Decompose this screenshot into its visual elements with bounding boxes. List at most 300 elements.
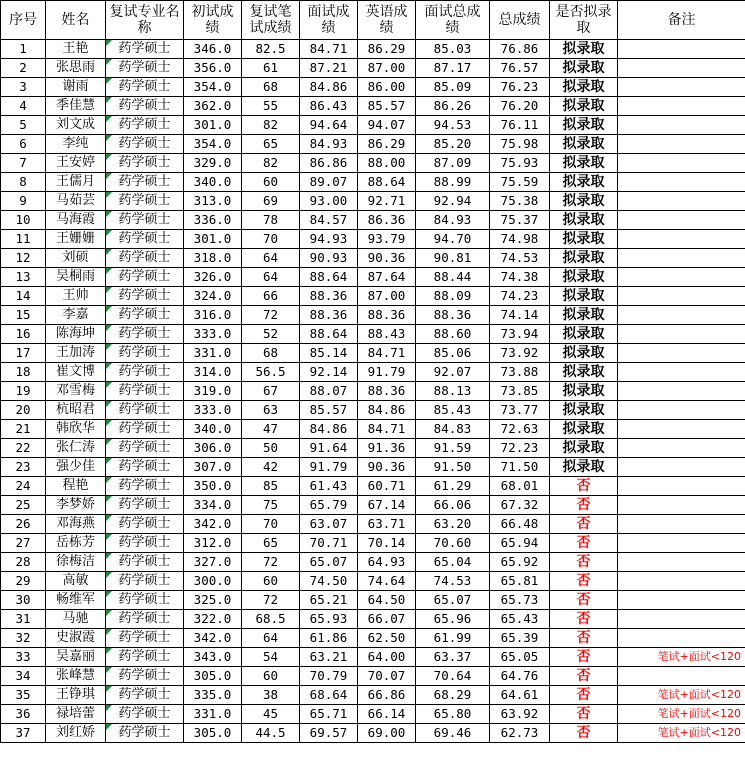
- initial-score-cell[interactable]: 340.0: [184, 420, 242, 439]
- remarks-cell[interactable]: [618, 363, 745, 382]
- total-score-cell[interactable]: 71.50: [490, 458, 550, 477]
- english-score-cell[interactable]: 88.36: [358, 306, 416, 325]
- total-score-cell[interactable]: 65.39: [490, 629, 550, 648]
- remarks-cell[interactable]: [618, 173, 745, 192]
- major-cell[interactable]: 药学硕士: [106, 306, 184, 325]
- remarks-cell[interactable]: [618, 629, 745, 648]
- interview-total-cell[interactable]: 61.99: [416, 629, 490, 648]
- interview-total-cell[interactable]: 85.43: [416, 401, 490, 420]
- interview-total-cell[interactable]: 91.59: [416, 439, 490, 458]
- remarks-cell[interactable]: [618, 135, 745, 154]
- interview-total-cell[interactable]: 85.03: [416, 40, 490, 59]
- major-cell[interactable]: 药学硕士: [106, 382, 184, 401]
- major-cell[interactable]: 药学硕士: [106, 363, 184, 382]
- admission-status-cell[interactable]: 拟录取: [550, 192, 618, 211]
- admission-status-cell[interactable]: 拟录取: [550, 268, 618, 287]
- interview-score-cell[interactable]: 84.86: [300, 420, 358, 439]
- admission-status-cell[interactable]: 拟录取: [550, 325, 618, 344]
- major-cell[interactable]: 药学硕士: [106, 591, 184, 610]
- total-score-cell[interactable]: 73.85: [490, 382, 550, 401]
- major-cell[interactable]: 药学硕士: [106, 705, 184, 724]
- remarks-cell[interactable]: [618, 40, 745, 59]
- interview-total-cell[interactable]: 94.53: [416, 116, 490, 135]
- written-score-cell[interactable]: 65: [242, 534, 300, 553]
- interview-total-cell[interactable]: 69.46: [416, 724, 490, 743]
- english-score-cell[interactable]: 70.07: [358, 667, 416, 686]
- serial-cell[interactable]: 15: [1, 306, 46, 325]
- serial-cell[interactable]: 3: [1, 78, 46, 97]
- remarks-cell[interactable]: [618, 249, 745, 268]
- total-score-cell[interactable]: 65.94: [490, 534, 550, 553]
- serial-cell[interactable]: 9: [1, 192, 46, 211]
- name-cell[interactable]: 张峰慧: [46, 667, 106, 686]
- name-cell[interactable]: 王姗姗: [46, 230, 106, 249]
- interview-score-cell[interactable]: 69.57: [300, 724, 358, 743]
- major-cell[interactable]: 药学硕士: [106, 458, 184, 477]
- serial-cell[interactable]: 26: [1, 515, 46, 534]
- major-cell[interactable]: 药学硕士: [106, 477, 184, 496]
- interview-score-cell[interactable]: 84.71: [300, 40, 358, 59]
- serial-cell[interactable]: 37: [1, 724, 46, 743]
- interview-score-cell[interactable]: 88.36: [300, 287, 358, 306]
- initial-score-cell[interactable]: 336.0: [184, 211, 242, 230]
- serial-cell[interactable]: 2: [1, 59, 46, 78]
- remarks-cell[interactable]: [618, 192, 745, 211]
- name-cell[interactable]: 马驰: [46, 610, 106, 629]
- english-score-cell[interactable]: 87.00: [358, 287, 416, 306]
- major-cell[interactable]: 药学硕士: [106, 534, 184, 553]
- serial-cell[interactable]: 1: [1, 40, 46, 59]
- serial-cell[interactable]: 19: [1, 382, 46, 401]
- remarks-cell[interactable]: 笔试+面试<120: [618, 648, 745, 667]
- remarks-cell[interactable]: [618, 59, 745, 78]
- english-score-cell[interactable]: 84.86: [358, 401, 416, 420]
- name-cell[interactable]: 马海霞: [46, 211, 106, 230]
- written-score-cell[interactable]: 70: [242, 515, 300, 534]
- header-cell-admission-status[interactable]: 是否拟录取: [550, 1, 618, 40]
- major-cell[interactable]: 药学硕士: [106, 439, 184, 458]
- written-score-cell[interactable]: 52: [242, 325, 300, 344]
- remarks-cell[interactable]: [618, 515, 745, 534]
- name-cell[interactable]: 王安婷: [46, 154, 106, 173]
- english-score-cell[interactable]: 88.64: [358, 173, 416, 192]
- serial-cell[interactable]: 11: [1, 230, 46, 249]
- admission-status-cell[interactable]: 拟录取: [550, 78, 618, 97]
- initial-score-cell[interactable]: 342.0: [184, 629, 242, 648]
- written-score-cell[interactable]: 60: [242, 572, 300, 591]
- name-cell[interactable]: 韩欣华: [46, 420, 106, 439]
- major-cell[interactable]: 药学硕士: [106, 667, 184, 686]
- remarks-cell[interactable]: [618, 572, 745, 591]
- remarks-cell[interactable]: 笔试+面试<120: [618, 724, 745, 743]
- english-score-cell[interactable]: 91.79: [358, 363, 416, 382]
- name-cell[interactable]: 王加涛: [46, 344, 106, 363]
- initial-score-cell[interactable]: 318.0: [184, 249, 242, 268]
- admission-status-cell[interactable]: 拟录取: [550, 230, 618, 249]
- serial-cell[interactable]: 4: [1, 97, 46, 116]
- interview-total-cell[interactable]: 88.60: [416, 325, 490, 344]
- name-cell[interactable]: 程艳: [46, 477, 106, 496]
- interview-score-cell[interactable]: 89.07: [300, 173, 358, 192]
- name-cell[interactable]: 吴桐雨: [46, 268, 106, 287]
- interview-total-cell[interactable]: 92.07: [416, 363, 490, 382]
- english-score-cell[interactable]: 85.57: [358, 97, 416, 116]
- name-cell[interactable]: 刘红娇: [46, 724, 106, 743]
- english-score-cell[interactable]: 66.07: [358, 610, 416, 629]
- interview-score-cell[interactable]: 88.07: [300, 382, 358, 401]
- interview-score-cell[interactable]: 92.14: [300, 363, 358, 382]
- name-cell[interactable]: 李嘉: [46, 306, 106, 325]
- admission-status-cell[interactable]: 否: [550, 686, 618, 705]
- name-cell[interactable]: 季佳慧: [46, 97, 106, 116]
- serial-cell[interactable]: 33: [1, 648, 46, 667]
- interview-score-cell[interactable]: 65.07: [300, 553, 358, 572]
- written-score-cell[interactable]: 38: [242, 686, 300, 705]
- interview-total-cell[interactable]: 88.99: [416, 173, 490, 192]
- name-cell[interactable]: 刘硕: [46, 249, 106, 268]
- serial-cell[interactable]: 34: [1, 667, 46, 686]
- remarks-cell[interactable]: [618, 382, 745, 401]
- english-score-cell[interactable]: 69.00: [358, 724, 416, 743]
- major-cell[interactable]: 药学硕士: [106, 154, 184, 173]
- total-score-cell[interactable]: 76.57: [490, 59, 550, 78]
- serial-cell[interactable]: 5: [1, 116, 46, 135]
- interview-score-cell[interactable]: 63.21: [300, 648, 358, 667]
- english-score-cell[interactable]: 88.00: [358, 154, 416, 173]
- name-cell[interactable]: 马茹芸: [46, 192, 106, 211]
- admission-status-cell[interactable]: 否: [550, 572, 618, 591]
- total-score-cell[interactable]: 73.94: [490, 325, 550, 344]
- written-score-cell[interactable]: 68: [242, 344, 300, 363]
- interview-score-cell[interactable]: 91.64: [300, 439, 358, 458]
- english-score-cell[interactable]: 86.00: [358, 78, 416, 97]
- serial-cell[interactable]: 23: [1, 458, 46, 477]
- interview-total-cell[interactable]: 65.80: [416, 705, 490, 724]
- written-score-cell[interactable]: 55: [242, 97, 300, 116]
- interview-score-cell[interactable]: 74.50: [300, 572, 358, 591]
- remarks-cell[interactable]: [618, 325, 745, 344]
- english-score-cell[interactable]: 88.43: [358, 325, 416, 344]
- interview-total-cell[interactable]: 90.81: [416, 249, 490, 268]
- name-cell[interactable]: 王艳: [46, 40, 106, 59]
- total-score-cell[interactable]: 72.63: [490, 420, 550, 439]
- english-score-cell[interactable]: 86.29: [358, 40, 416, 59]
- initial-score-cell[interactable]: 324.0: [184, 287, 242, 306]
- total-score-cell[interactable]: 74.98: [490, 230, 550, 249]
- written-score-cell[interactable]: 66: [242, 287, 300, 306]
- initial-score-cell[interactable]: 301.0: [184, 116, 242, 135]
- serial-cell[interactable]: 13: [1, 268, 46, 287]
- interview-total-cell[interactable]: 84.83: [416, 420, 490, 439]
- admission-status-cell[interactable]: 拟录取: [550, 363, 618, 382]
- written-score-cell[interactable]: 63: [242, 401, 300, 420]
- interview-score-cell[interactable]: 88.36: [300, 306, 358, 325]
- admission-status-cell[interactable]: 拟录取: [550, 173, 618, 192]
- admission-status-cell[interactable]: 拟录取: [550, 344, 618, 363]
- total-score-cell[interactable]: 65.81: [490, 572, 550, 591]
- remarks-cell[interactable]: [618, 496, 745, 515]
- written-score-cell[interactable]: 78: [242, 211, 300, 230]
- initial-score-cell[interactable]: 326.0: [184, 268, 242, 287]
- english-score-cell[interactable]: 90.36: [358, 458, 416, 477]
- major-cell[interactable]: 药学硕士: [106, 211, 184, 230]
- initial-score-cell[interactable]: 346.0: [184, 40, 242, 59]
- admission-status-cell[interactable]: 否: [550, 591, 618, 610]
- total-score-cell[interactable]: 72.23: [490, 439, 550, 458]
- major-cell[interactable]: 药学硕士: [106, 97, 184, 116]
- total-score-cell[interactable]: 67.32: [490, 496, 550, 515]
- name-cell[interactable]: 崔文博: [46, 363, 106, 382]
- interview-score-cell[interactable]: 84.93: [300, 135, 358, 154]
- remarks-cell[interactable]: [618, 306, 745, 325]
- major-cell[interactable]: 药学硕士: [106, 401, 184, 420]
- english-score-cell[interactable]: 63.71: [358, 515, 416, 534]
- name-cell[interactable]: 王儒月: [46, 173, 106, 192]
- name-cell[interactable]: 张思雨: [46, 59, 106, 78]
- major-cell[interactable]: 药学硕士: [106, 249, 184, 268]
- name-cell[interactable]: 王铮琪: [46, 686, 106, 705]
- interview-score-cell[interactable]: 87.21: [300, 59, 358, 78]
- admission-status-cell[interactable]: 拟录取: [550, 249, 618, 268]
- total-score-cell[interactable]: 73.77: [490, 401, 550, 420]
- english-score-cell[interactable]: 67.14: [358, 496, 416, 515]
- english-score-cell[interactable]: 64.50: [358, 591, 416, 610]
- serial-cell[interactable]: 25: [1, 496, 46, 515]
- remarks-cell[interactable]: 笔试+面试<120: [618, 686, 745, 705]
- serial-cell[interactable]: 16: [1, 325, 46, 344]
- initial-score-cell[interactable]: 340.0: [184, 173, 242, 192]
- admission-status-cell[interactable]: 拟录取: [550, 382, 618, 401]
- written-score-cell[interactable]: 60: [242, 667, 300, 686]
- initial-score-cell[interactable]: 342.0: [184, 515, 242, 534]
- serial-cell[interactable]: 6: [1, 135, 46, 154]
- major-cell[interactable]: 药学硕士: [106, 287, 184, 306]
- admission-status-cell[interactable]: 拟录取: [550, 401, 618, 420]
- admission-status-cell[interactable]: 否: [550, 515, 618, 534]
- interview-score-cell[interactable]: 91.79: [300, 458, 358, 477]
- interview-score-cell[interactable]: 85.14: [300, 344, 358, 363]
- major-cell[interactable]: 药学硕士: [106, 135, 184, 154]
- interview-total-cell[interactable]: 70.64: [416, 667, 490, 686]
- english-score-cell[interactable]: 60.71: [358, 477, 416, 496]
- major-cell[interactable]: 药学硕士: [106, 268, 184, 287]
- serial-cell[interactable]: 14: [1, 287, 46, 306]
- name-cell[interactable]: 王帅: [46, 287, 106, 306]
- written-score-cell[interactable]: 72: [242, 306, 300, 325]
- admission-status-cell[interactable]: 拟录取: [550, 40, 618, 59]
- initial-score-cell[interactable]: 334.0: [184, 496, 242, 515]
- interview-score-cell[interactable]: 88.64: [300, 325, 358, 344]
- major-cell[interactable]: 药学硕士: [106, 553, 184, 572]
- admission-status-cell[interactable]: 拟录取: [550, 420, 618, 439]
- admission-status-cell[interactable]: 拟录取: [550, 154, 618, 173]
- interview-score-cell[interactable]: 65.71: [300, 705, 358, 724]
- total-score-cell[interactable]: 73.92: [490, 344, 550, 363]
- interview-score-cell[interactable]: 61.86: [300, 629, 358, 648]
- written-score-cell[interactable]: 64: [242, 268, 300, 287]
- admission-status-cell[interactable]: 否: [550, 705, 618, 724]
- serial-cell[interactable]: 29: [1, 572, 46, 591]
- total-score-cell[interactable]: 75.38: [490, 192, 550, 211]
- interview-total-cell[interactable]: 65.07: [416, 591, 490, 610]
- total-score-cell[interactable]: 74.53: [490, 249, 550, 268]
- written-score-cell[interactable]: 82: [242, 154, 300, 173]
- written-score-cell[interactable]: 44.5: [242, 724, 300, 743]
- interview-score-cell[interactable]: 65.79: [300, 496, 358, 515]
- admission-status-cell[interactable]: 否: [550, 496, 618, 515]
- remarks-cell[interactable]: [618, 154, 745, 173]
- admission-status-cell[interactable]: 拟录取: [550, 439, 618, 458]
- admission-status-cell[interactable]: 拟录取: [550, 458, 618, 477]
- english-score-cell[interactable]: 87.64: [358, 268, 416, 287]
- serial-cell[interactable]: 8: [1, 173, 46, 192]
- remarks-cell[interactable]: [618, 230, 745, 249]
- total-score-cell[interactable]: 68.01: [490, 477, 550, 496]
- name-cell[interactable]: 邓海燕: [46, 515, 106, 534]
- total-score-cell[interactable]: 76.86: [490, 40, 550, 59]
- admission-status-cell[interactable]: 否: [550, 610, 618, 629]
- serial-cell[interactable]: 20: [1, 401, 46, 420]
- initial-score-cell[interactable]: 333.0: [184, 325, 242, 344]
- major-cell[interactable]: 药学硕士: [106, 686, 184, 705]
- initial-score-cell[interactable]: 329.0: [184, 154, 242, 173]
- interview-total-cell[interactable]: 70.60: [416, 534, 490, 553]
- admission-status-cell[interactable]: 否: [550, 629, 618, 648]
- name-cell[interactable]: 史淑霞: [46, 629, 106, 648]
- interview-total-cell[interactable]: 74.53: [416, 572, 490, 591]
- english-score-cell[interactable]: 62.50: [358, 629, 416, 648]
- english-score-cell[interactable]: 70.14: [358, 534, 416, 553]
- admission-status-cell[interactable]: 否: [550, 534, 618, 553]
- interview-score-cell[interactable]: 85.57: [300, 401, 358, 420]
- interview-score-cell[interactable]: 65.93: [300, 610, 358, 629]
- admission-status-cell[interactable]: 拟录取: [550, 97, 618, 116]
- written-score-cell[interactable]: 61: [242, 59, 300, 78]
- written-score-cell[interactable]: 64: [242, 629, 300, 648]
- initial-score-cell[interactable]: 350.0: [184, 477, 242, 496]
- total-score-cell[interactable]: 75.37: [490, 211, 550, 230]
- header-cell-major[interactable]: 复试专业名称: [106, 1, 184, 40]
- remarks-cell[interactable]: [618, 116, 745, 135]
- major-cell[interactable]: 药学硕士: [106, 78, 184, 97]
- major-cell[interactable]: 药学硕士: [106, 648, 184, 667]
- total-score-cell[interactable]: 65.73: [490, 591, 550, 610]
- major-cell[interactable]: 药学硕士: [106, 40, 184, 59]
- initial-score-cell[interactable]: 316.0: [184, 306, 242, 325]
- initial-score-cell[interactable]: 333.0: [184, 401, 242, 420]
- serial-cell[interactable]: 32: [1, 629, 46, 648]
- header-cell-written-score[interactable]: 复试笔试成绩: [242, 1, 300, 40]
- english-score-cell[interactable]: 86.29: [358, 135, 416, 154]
- header-cell-serial[interactable]: 序号: [1, 1, 46, 40]
- english-score-cell[interactable]: 66.14: [358, 705, 416, 724]
- name-cell[interactable]: 禄培蕾: [46, 705, 106, 724]
- written-score-cell[interactable]: 72: [242, 553, 300, 572]
- initial-score-cell[interactable]: 313.0: [184, 192, 242, 211]
- admission-status-cell[interactable]: 拟录取: [550, 306, 618, 325]
- header-cell-english-score[interactable]: 英语成绩: [358, 1, 416, 40]
- initial-score-cell[interactable]: 335.0: [184, 686, 242, 705]
- written-score-cell[interactable]: 82: [242, 116, 300, 135]
- interview-total-cell[interactable]: 86.26: [416, 97, 490, 116]
- admission-status-cell[interactable]: 否: [550, 477, 618, 496]
- header-cell-remarks[interactable]: 备注: [618, 1, 745, 40]
- written-score-cell[interactable]: 60: [242, 173, 300, 192]
- interview-total-cell[interactable]: 85.20: [416, 135, 490, 154]
- admission-status-cell[interactable]: 否: [550, 724, 618, 743]
- written-score-cell[interactable]: 56.5: [242, 363, 300, 382]
- interview-total-cell[interactable]: 63.20: [416, 515, 490, 534]
- total-score-cell[interactable]: 65.05: [490, 648, 550, 667]
- initial-score-cell[interactable]: 301.0: [184, 230, 242, 249]
- serial-cell[interactable]: 12: [1, 249, 46, 268]
- remarks-cell[interactable]: [618, 667, 745, 686]
- header-cell-interview-score[interactable]: 面试成绩: [300, 1, 358, 40]
- serial-cell[interactable]: 24: [1, 477, 46, 496]
- initial-score-cell[interactable]: 319.0: [184, 382, 242, 401]
- total-score-cell[interactable]: 76.11: [490, 116, 550, 135]
- english-score-cell[interactable]: 91.36: [358, 439, 416, 458]
- initial-score-cell[interactable]: 354.0: [184, 78, 242, 97]
- serial-cell[interactable]: 28: [1, 553, 46, 572]
- total-score-cell[interactable]: 75.59: [490, 173, 550, 192]
- total-score-cell[interactable]: 66.48: [490, 515, 550, 534]
- serial-cell[interactable]: 17: [1, 344, 46, 363]
- english-score-cell[interactable]: 88.36: [358, 382, 416, 401]
- interview-score-cell[interactable]: 90.93: [300, 249, 358, 268]
- remarks-cell[interactable]: [618, 534, 745, 553]
- english-score-cell[interactable]: 94.07: [358, 116, 416, 135]
- initial-score-cell[interactable]: 306.0: [184, 439, 242, 458]
- total-score-cell[interactable]: 74.14: [490, 306, 550, 325]
- total-score-cell[interactable]: 63.92: [490, 705, 550, 724]
- interview-total-cell[interactable]: 88.44: [416, 268, 490, 287]
- name-cell[interactable]: 杭昭君: [46, 401, 106, 420]
- total-score-cell[interactable]: 73.88: [490, 363, 550, 382]
- major-cell[interactable]: 药学硕士: [106, 515, 184, 534]
- admission-status-cell[interactable]: 拟录取: [550, 211, 618, 230]
- serial-cell[interactable]: 27: [1, 534, 46, 553]
- header-cell-interview-total[interactable]: 面试总成绩: [416, 1, 490, 40]
- interview-total-cell[interactable]: 94.70: [416, 230, 490, 249]
- interview-total-cell[interactable]: 91.50: [416, 458, 490, 477]
- name-cell[interactable]: 陈海坤: [46, 325, 106, 344]
- interview-score-cell[interactable]: 86.86: [300, 154, 358, 173]
- admission-status-cell[interactable]: 拟录取: [550, 116, 618, 135]
- header-cell-name[interactable]: 姓名: [46, 1, 106, 40]
- remarks-cell[interactable]: [618, 287, 745, 306]
- initial-score-cell[interactable]: 307.0: [184, 458, 242, 477]
- written-score-cell[interactable]: 68: [242, 78, 300, 97]
- written-score-cell[interactable]: 85: [242, 477, 300, 496]
- remarks-cell[interactable]: 笔试+面试<120: [618, 705, 745, 724]
- name-cell[interactable]: 谢雨: [46, 78, 106, 97]
- interview-score-cell[interactable]: 94.64: [300, 116, 358, 135]
- written-score-cell[interactable]: 47: [242, 420, 300, 439]
- admission-status-cell[interactable]: 拟录取: [550, 59, 618, 78]
- interview-score-cell[interactable]: 70.71: [300, 534, 358, 553]
- major-cell[interactable]: 药学硕士: [106, 610, 184, 629]
- interview-total-cell[interactable]: 85.06: [416, 344, 490, 363]
- written-score-cell[interactable]: 67: [242, 382, 300, 401]
- initial-score-cell[interactable]: 327.0: [184, 553, 242, 572]
- remarks-cell[interactable]: [618, 211, 745, 230]
- total-score-cell[interactable]: 64.76: [490, 667, 550, 686]
- serial-cell[interactable]: 21: [1, 420, 46, 439]
- remarks-cell[interactable]: [618, 97, 745, 116]
- interview-score-cell[interactable]: 63.07: [300, 515, 358, 534]
- major-cell[interactable]: 药学硕士: [106, 230, 184, 249]
